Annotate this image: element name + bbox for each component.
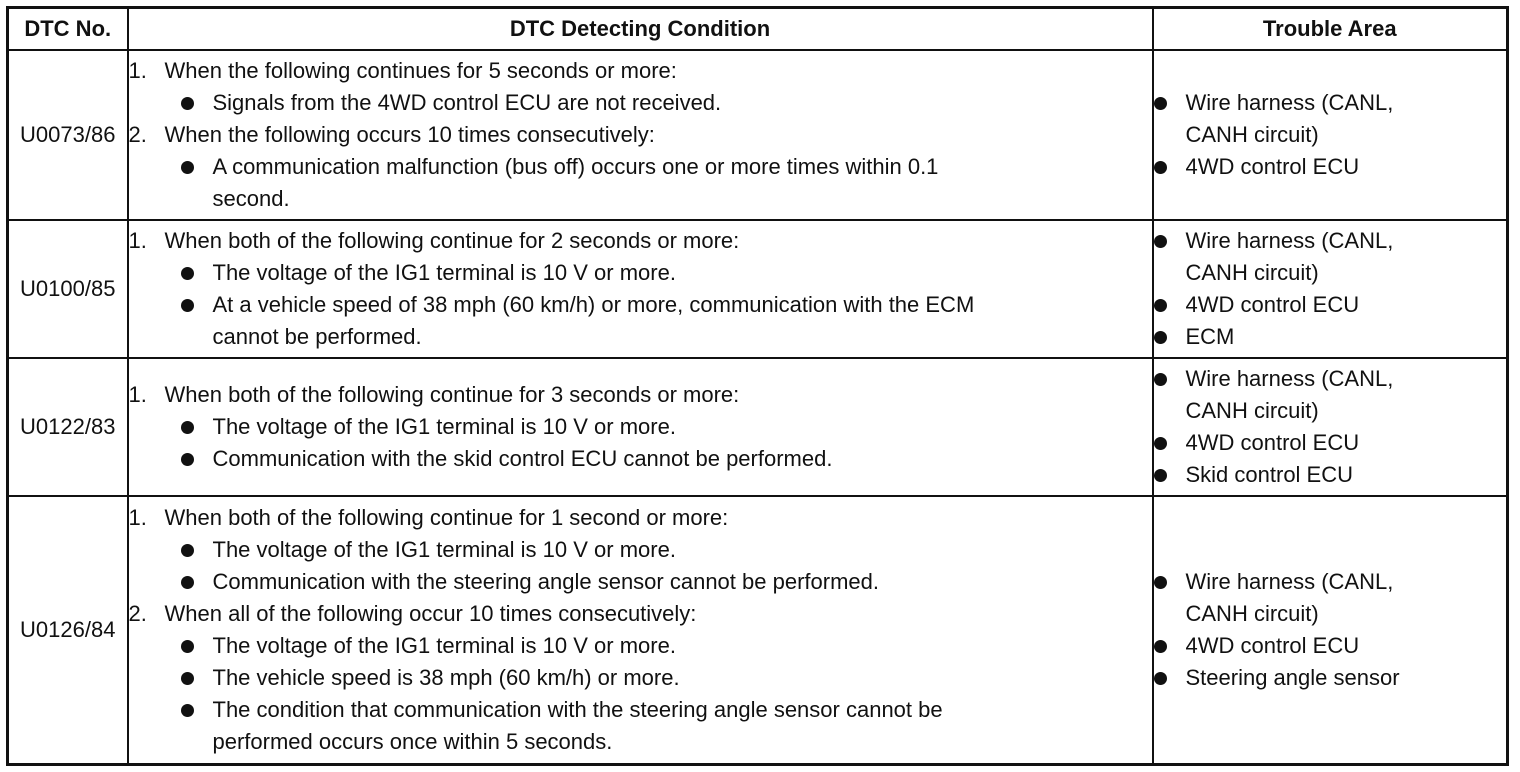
header-row <box>8 8 1508 51</box>
table-body <box>8 50 1508 764</box>
bullet-text: The voltage of the IG1 terminal is 10 V or more. <box>212 414 676 439</box>
bullet-text: The condition that communication with the steering angle sensor cannot be performed occurs once within 5 seconds. <box>212 696 943 754</box>
bullet-icon <box>181 411 213 443</box>
trouble-area-cell <box>1153 496 1508 764</box>
dtc-code: U0100/85 <box>8 220 128 358</box>
trouble-area-text: Steering angle sensor <box>1185 664 1400 690</box>
condition-item <box>129 55 1152 87</box>
bullet-text: The voltage of the IG1 terminal is 10 V or more. <box>212 260 676 285</box>
trouble-area-list <box>1154 225 1507 353</box>
condition-bullets <box>129 257 1152 353</box>
header-trouble-area: Trouble Area <box>1153 8 1508 51</box>
condition-bullet <box>129 694 1152 758</box>
bullet-icon <box>1154 87 1186 119</box>
trouble-area-text: 4WD control ECU <box>1185 292 1360 317</box>
trouble-area-item <box>1154 87 1507 151</box>
trouble-area-text: ECM <box>1185 324 1235 349</box>
condition-bullet <box>129 443 1152 475</box>
condition-cell <box>128 50 1153 220</box>
condition-text: When the following continues for 5 seconds or more: <box>164 58 677 83</box>
condition-bullets <box>129 87 1152 119</box>
trouble-area-item <box>1154 321 1507 353</box>
bullet-icon <box>1154 151 1186 183</box>
bullet-text: Communication with the steering angle sensor cannot be performed. <box>212 568 879 594</box>
trouble-area-item <box>1154 289 1507 321</box>
condition-bullet <box>129 566 1152 598</box>
condition-text: When the following occurs 10 times consecutively: <box>164 122 655 147</box>
table-header <box>8 8 1508 51</box>
condition-bullets <box>129 534 1152 598</box>
table-row <box>8 50 1508 220</box>
trouble-area-cell <box>1153 220 1508 358</box>
dtc-code: U0073/86 <box>8 50 128 220</box>
bullet-icon <box>181 151 213 183</box>
condition-cell <box>128 496 1153 764</box>
dtc-table <box>6 6 1509 766</box>
trouble-area-item <box>1154 662 1507 694</box>
trouble-area-text: Wire harness (CANL, CANH circuit) <box>1185 90 1394 147</box>
trouble-area-list <box>1154 87 1507 183</box>
trouble-area-text: 4WD control ECU <box>1185 430 1360 455</box>
trouble-area-text: Wire harness (CANL, CANH circuit) <box>1185 228 1394 285</box>
bullet-icon <box>1154 289 1186 321</box>
condition-bullet <box>129 289 1152 353</box>
condition-bullet <box>129 630 1152 662</box>
bullet-text: The voltage of the IG1 terminal is 10 V or more. <box>212 536 676 562</box>
bullet-text: The vehicle speed is 38 mph (60 km/h) or more. <box>212 664 680 690</box>
bullet-icon <box>1154 427 1186 459</box>
header-condition: DTC Detecting Condition <box>128 8 1153 51</box>
condition-bullets <box>129 151 1152 215</box>
bullet-icon <box>181 534 213 566</box>
condition-text: When both of the following continue for 3 seconds or more: <box>164 382 740 407</box>
trouble-area-text: Wire harness (CANL, CANH circuit) <box>1185 366 1394 423</box>
trouble-area-list <box>1154 566 1507 694</box>
bullet-text: Communication with the skid control ECU cannot be performed. <box>212 446 833 471</box>
condition-bullets <box>129 630 1152 758</box>
bullet-icon <box>1154 662 1186 694</box>
bullet-icon <box>1154 630 1186 662</box>
trouble-area-item <box>1154 566 1507 630</box>
dtc-code: U0126/84 <box>8 496 128 764</box>
bullet-text: A communication malfunction (bus off) occurs one or more times within 0.1 second. <box>212 154 939 211</box>
trouble-area-text: 4WD control ECU <box>1185 632 1360 658</box>
table-row <box>8 358 1508 496</box>
condition-item <box>129 598 1152 630</box>
bullet-icon <box>1154 321 1186 353</box>
dtc-code: U0122/83 <box>8 358 128 496</box>
condition-number: 1. <box>128 504 147 530</box>
table-row <box>8 496 1508 764</box>
bullet-text: At a vehicle speed of 38 mph (60 km/h) or more, communication with the ECM cannot be performed. <box>212 292 975 349</box>
bullet-icon <box>1154 363 1186 395</box>
condition-number: 1. <box>128 382 147 407</box>
bullet-icon <box>1154 566 1186 598</box>
table-row <box>8 220 1508 358</box>
condition-cell <box>128 358 1153 496</box>
condition-item <box>129 502 1152 534</box>
bullet-text: Signals from the 4WD control ECU are not received. <box>212 90 722 115</box>
bullet-icon <box>181 289 213 321</box>
bullet-icon <box>181 87 213 119</box>
trouble-area-cell <box>1153 50 1508 220</box>
trouble-area-text: Wire harness (CANL, CANH circuit) <box>1185 568 1394 626</box>
condition-text: When both of the following continue for 2 seconds or more: <box>164 228 740 253</box>
condition-bullets <box>129 411 1152 475</box>
bullet-icon <box>181 443 213 475</box>
condition-number: 2. <box>128 600 147 626</box>
condition-bullet <box>129 411 1152 443</box>
bullet-icon <box>181 257 213 289</box>
condition-number: 1. <box>128 58 147 83</box>
trouble-area-item <box>1154 363 1507 427</box>
condition-number: 2. <box>128 122 147 147</box>
header-dtc-no: DTC No. <box>8 8 128 51</box>
condition-bullet <box>129 534 1152 566</box>
condition-item <box>129 119 1152 151</box>
condition-number: 1. <box>128 228 147 253</box>
condition-bullet <box>129 662 1152 694</box>
trouble-area-list <box>1154 363 1507 491</box>
bullet-icon <box>1154 225 1186 257</box>
bullet-icon <box>181 662 213 694</box>
condition-bullet <box>129 87 1152 119</box>
trouble-area-text: Skid control ECU <box>1185 462 1354 487</box>
condition-text: When all of the following occur 10 times consecutively: <box>164 600 697 626</box>
bullet-icon <box>181 694 213 726</box>
trouble-area-item <box>1154 630 1507 662</box>
trouble-area-item <box>1154 427 1507 459</box>
trouble-area-item <box>1154 151 1507 183</box>
condition-cell <box>128 220 1153 358</box>
condition-text: When both of the following continue for 1 second or more: <box>164 504 729 530</box>
trouble-area-item <box>1154 459 1507 491</box>
bullet-icon <box>181 566 213 598</box>
condition-bullet <box>129 151 1152 215</box>
bullet-icon <box>1154 459 1186 491</box>
condition-item <box>129 379 1152 411</box>
trouble-area-item <box>1154 225 1507 289</box>
condition-bullet <box>129 257 1152 289</box>
trouble-area-text: 4WD control ECU <box>1185 154 1360 179</box>
trouble-area-cell <box>1153 358 1508 496</box>
bullet-icon <box>181 630 213 662</box>
condition-item <box>129 225 1152 257</box>
bullet-text: The voltage of the IG1 terminal is 10 V or more. <box>212 632 676 658</box>
